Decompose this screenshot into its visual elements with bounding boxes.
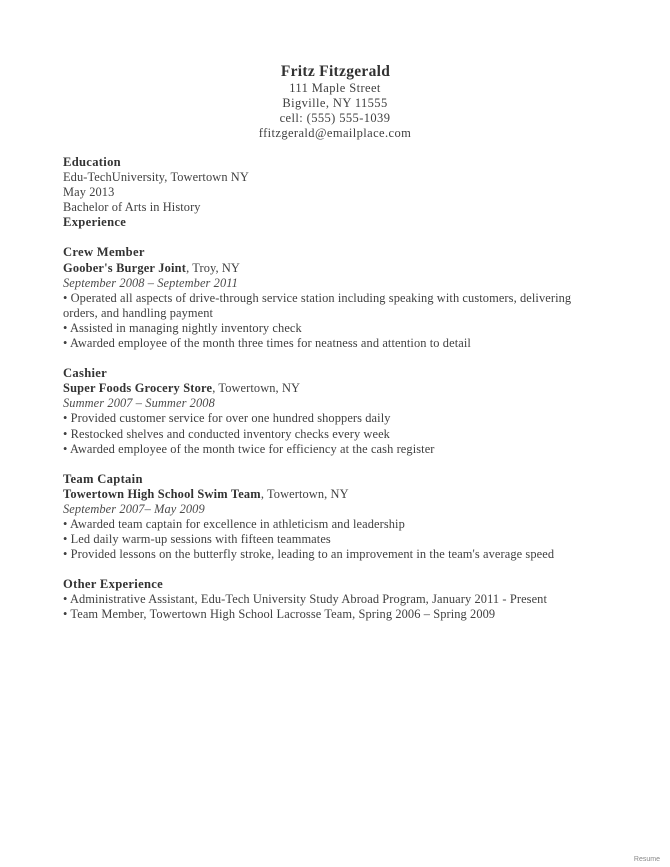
city-state-zip: Bigville, NY 11555 bbox=[282, 96, 388, 110]
job-employer: Towertown High School Swim Team bbox=[63, 486, 261, 501]
education-school: Edu-TechUniversity, Towertown NY bbox=[63, 170, 249, 185]
job-title: Crew Member bbox=[63, 245, 145, 260]
job-bullet: • Provided customer service for over one hundred shoppers daily bbox=[63, 411, 391, 426]
other-experience bbox=[63, 577, 603, 622]
other-experience-item: • Team Member, Towertown High School Lacrosse Team, Spring 2006 – Spring 2009 bbox=[63, 607, 496, 622]
section-spacer bbox=[63, 457, 603, 472]
phone-number: cell: (555) 555-1039 bbox=[279, 111, 391, 125]
footer-watermark: Resume bbox=[633, 856, 660, 863]
education-heading: Education bbox=[63, 155, 121, 169]
job-bullet: • Restocked shelves and conducted inventory checks every week bbox=[63, 426, 390, 441]
job-bullet: • Provided lessons on the butterfly stroke, leading to an improvement in the team's average speed bbox=[63, 547, 555, 562]
job-dates: September 2008 – September 2011 bbox=[63, 275, 238, 290]
job-dates: September 2007– May 2009 bbox=[63, 501, 205, 516]
job-bullets bbox=[63, 517, 603, 562]
other-experience-item: • Administrative Assistant, Edu-Tech University Study Abroad Program, January 2011 - Present bbox=[63, 592, 548, 607]
applicant-name: Fritz Fitzgerald bbox=[280, 63, 391, 80]
other-experience-heading: Other Experience bbox=[63, 577, 164, 592]
section-spacer bbox=[63, 351, 603, 366]
job-employer-line bbox=[63, 487, 603, 502]
job-title: Cashier bbox=[63, 366, 108, 381]
job-bullets bbox=[63, 411, 603, 456]
job-team-captain bbox=[63, 472, 603, 563]
job-bullets bbox=[63, 291, 603, 351]
job-location: , Towertown, NY bbox=[212, 381, 301, 396]
experience-heading: Experience bbox=[63, 215, 127, 230]
job-employer-line bbox=[63, 261, 603, 276]
other-experience-list bbox=[63, 592, 603, 622]
job-employer: Super Foods Grocery Store bbox=[63, 381, 213, 396]
job-bullet: • Operated all aspects of drive-through service station including speaking with customers, delivering orders, and handling payment bbox=[63, 290, 572, 320]
job-cashier bbox=[63, 366, 603, 457]
street-address: 111 Maple Street bbox=[289, 81, 381, 95]
resume-body bbox=[63, 155, 603, 623]
email-address: ffitzgerald@emailplace.com bbox=[258, 126, 412, 140]
job-bullet: • Awarded employee of the month three times for neatness and attention to detail bbox=[63, 336, 471, 351]
job-bullet: • Awarded team captain for excellence in athleticism and leadership bbox=[63, 516, 405, 531]
job-location: , Towertown, NY bbox=[260, 486, 349, 501]
job-bullet: • Led daily warm-up sessions with fifteen teammates bbox=[63, 532, 331, 547]
job-title: Team Captain bbox=[63, 471, 143, 486]
resume-header bbox=[0, 62, 670, 141]
education-date: May 2013 bbox=[63, 185, 115, 200]
job-bullet: • Assisted in managing nightly inventory check bbox=[63, 320, 302, 335]
job-employer-line bbox=[63, 381, 603, 396]
job-dates: Summer 2007 – Summer 2008 bbox=[63, 396, 215, 411]
section-spacer bbox=[63, 562, 603, 577]
education-degree: Bachelor of Arts in History bbox=[63, 200, 201, 215]
section-spacer bbox=[63, 230, 603, 245]
job-location: , Troy, NY bbox=[186, 260, 240, 275]
job-employer: Goober's Burger Joint bbox=[63, 260, 187, 275]
job-bullet: • Awarded employee of the month twice for efficiency at the cash register bbox=[63, 441, 435, 456]
job-crew-member bbox=[63, 245, 603, 351]
